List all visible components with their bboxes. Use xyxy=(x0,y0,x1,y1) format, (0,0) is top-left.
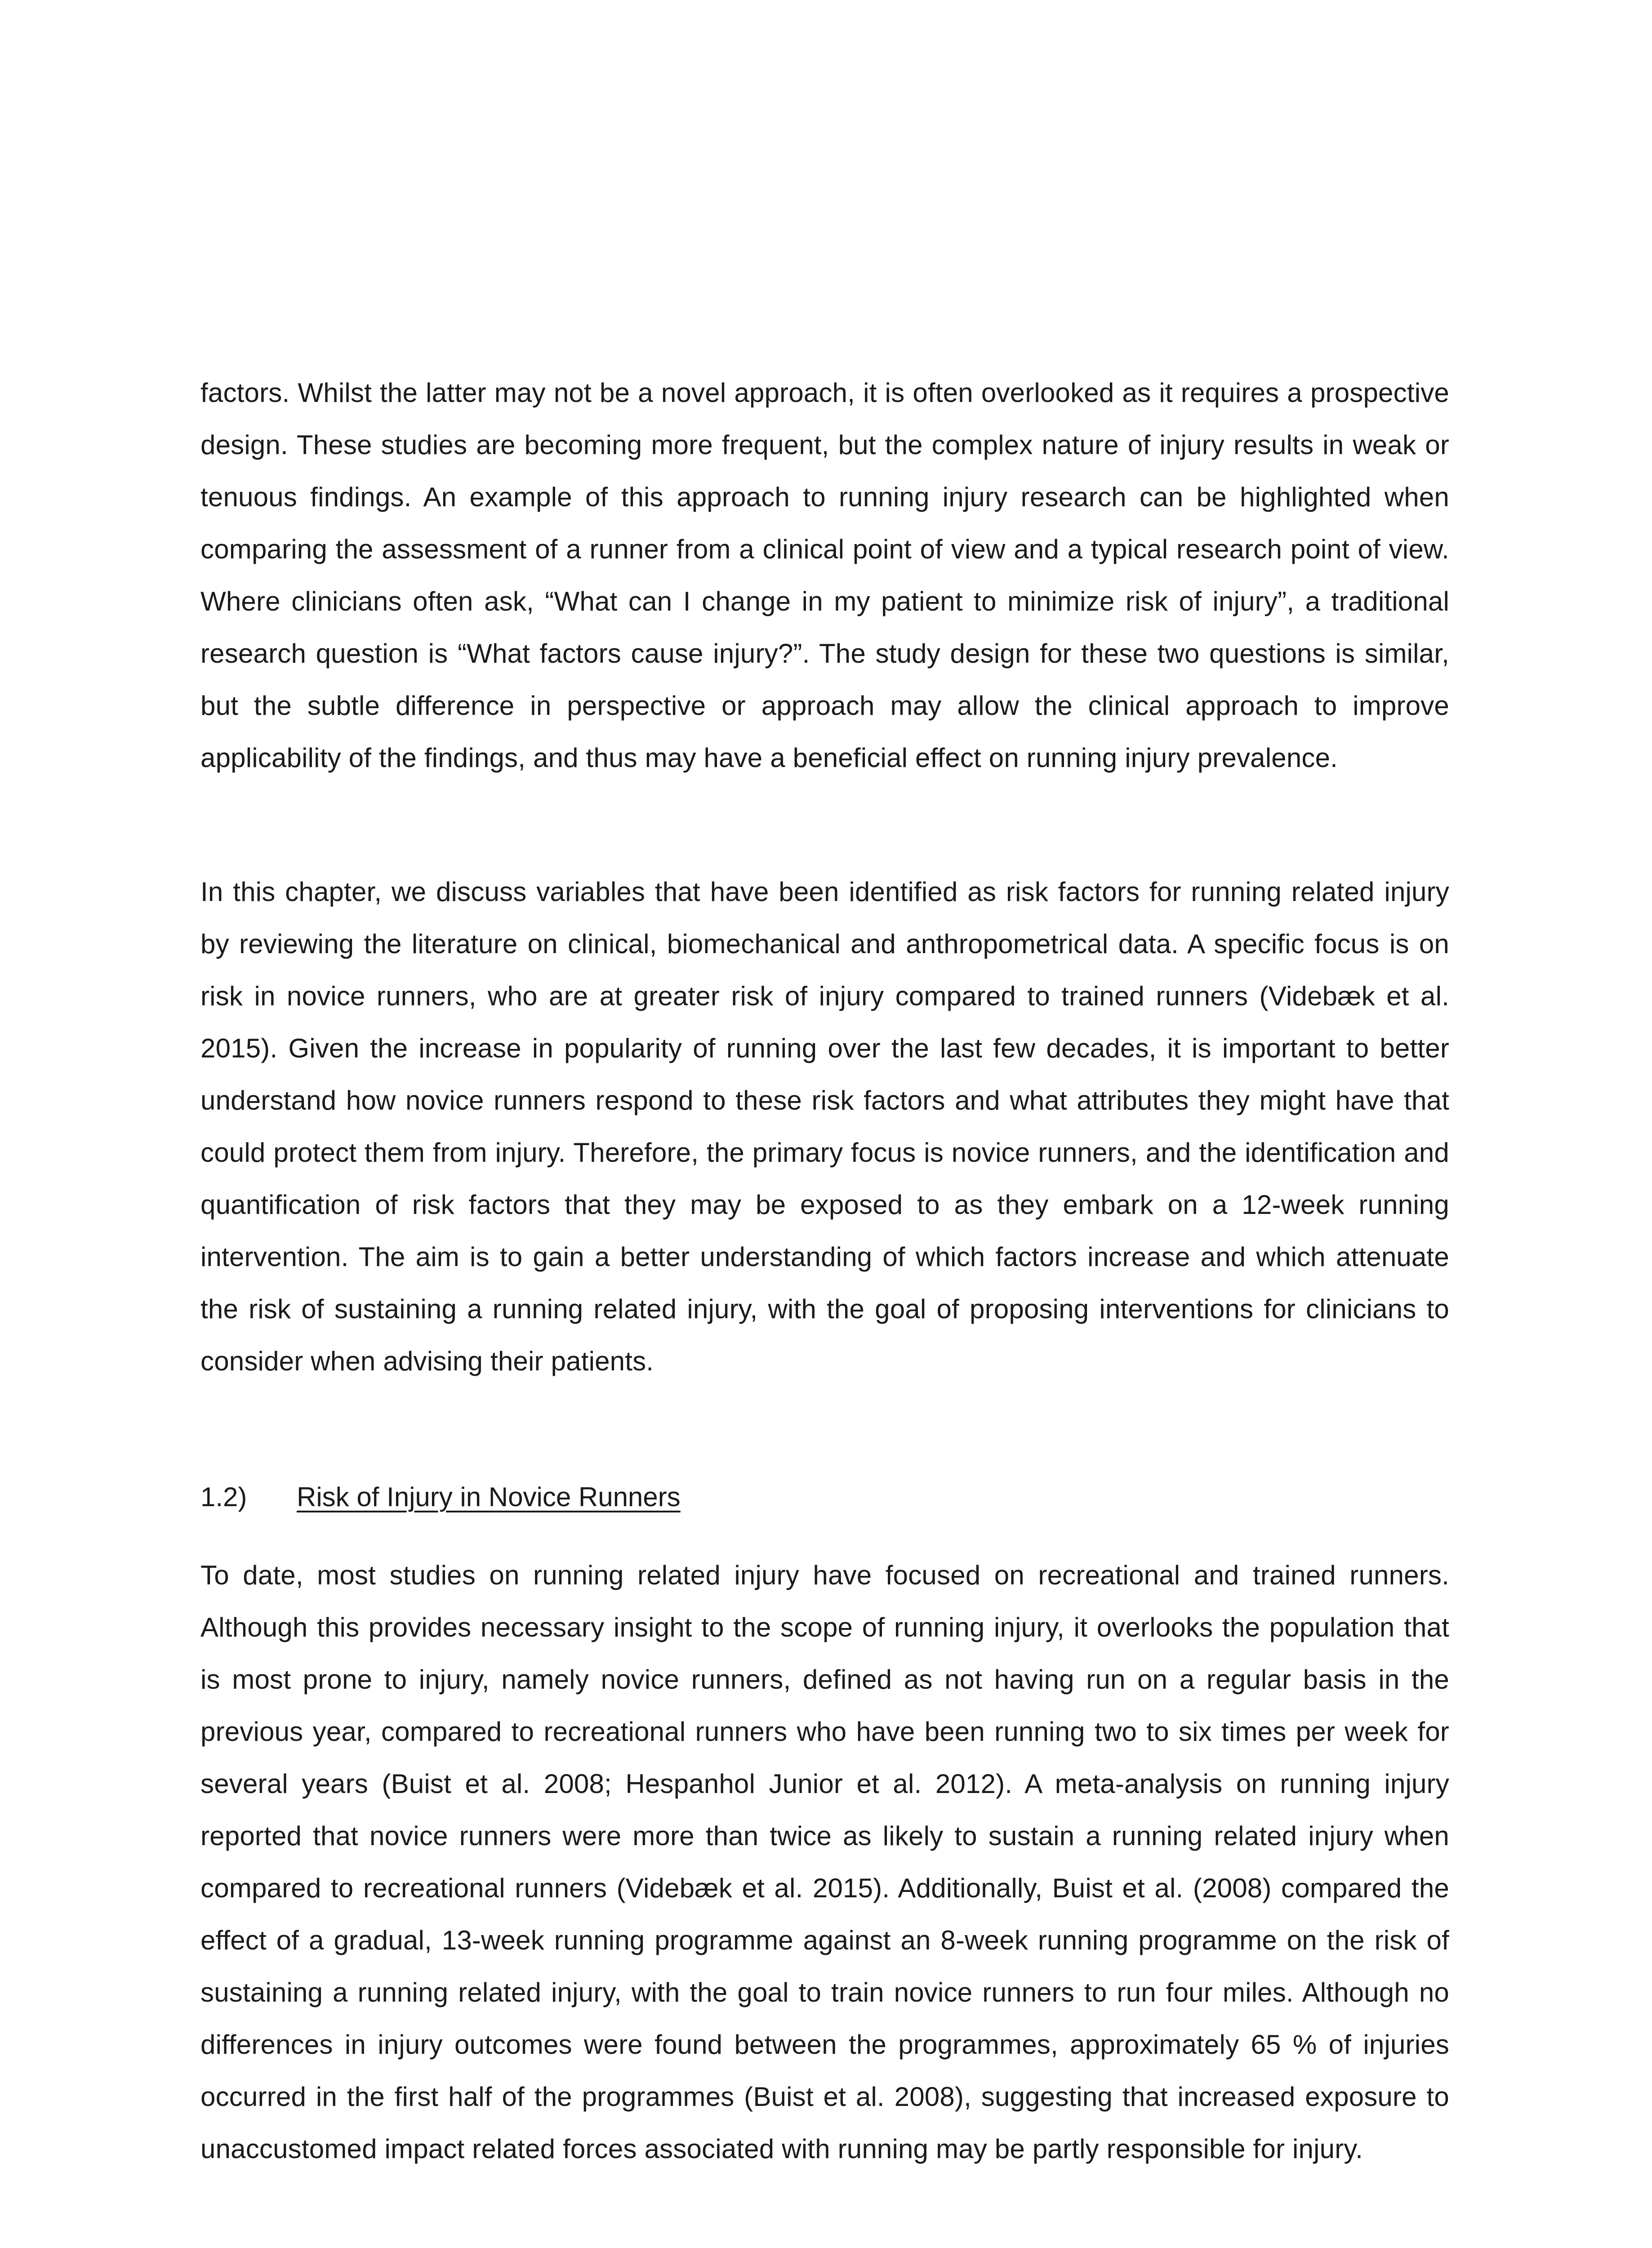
section-title: Risk of Injury in Novice Runners xyxy=(297,1482,681,1512)
section-number: 1.2) xyxy=(200,1482,247,1512)
paragraph-intro-continued: factors. Whilst the latter may not be a novel approach, it is often overlooked as it requires a prospective design. These studies are becoming more frequent, but the complex nature of injury results in weak or tenuous findings. An example of this approach to running injury research can be highlighted when comparing the assessment of a runner from a clinical point of view and a typical research point of view. Where clinicians often ask, “What can I change in my patient to minimize risk of injury”, a traditional research question is “What factors cause injury?”. The study design for these two questions is similar, but the subtle difference in perspective or approach may allow the clinical approach to improve applicability of the findings, and thus may have a beneficial effect on running injury prevalence. xyxy=(200,378,1449,773)
section-heading xyxy=(200,1477,681,1517)
paragraph-chapter-overview: In this chapter, we discuss variables that have been identified as risk factors for running related injury by reviewing the literature on clinical, biomechanical and anthropometrical data. A specific focus is on risk in novice runners, who are at greater risk of injury compared to trained runners (Videbæk et al. 2015). Given the increase in popularity of running over the last few decades, it is important to better understand how novice runners respond to these risk factors and what attributes they might have that could protect them from injury. Therefore, the primary focus is novice runners, and the identification and quantification of risk factors that they may be exposed to as they embark on a 12-week running intervention. The aim is to gain a better understanding of which factors increase and which attenuate the risk of sustaining a running related injury, with the goal of proposing interventions for clinicians to consider when advising their patients. xyxy=(200,877,1449,1376)
paragraph-novice-runners: To date, most studies on running related injury have focused on recreational and trained runners. Although this provides necessary insight to the scope of running injury, it overlooks the population that is most prone to injury, namely novice runners, defined as not having run on a regular basis in the previous year, compared to recreational runners who have been running two to six times per week for several years (Buist et al. 2008; Hespanhol Junior et al. 2012). A meta-analysis on running injury reported that novice runners were more than twice as likely to sustain a running related injury when compared to recreational runners (Videbæk et al. 2015). Additionally, Buist et al. (2008) compared the effect of a gradual, 13-week running programme against an 8-week running programme on the risk of sustaining a running related injury, with the goal to train novice runners to run four miles. Although no differences in injury outcomes were found between the programmes, approximately 65 % of injuries occurred in the first half of the programmes (Buist et al. 2008), suggesting that increased exposure to unaccustomed impact related forces associated with running may be partly responsible for injury. xyxy=(200,1560,1449,2164)
